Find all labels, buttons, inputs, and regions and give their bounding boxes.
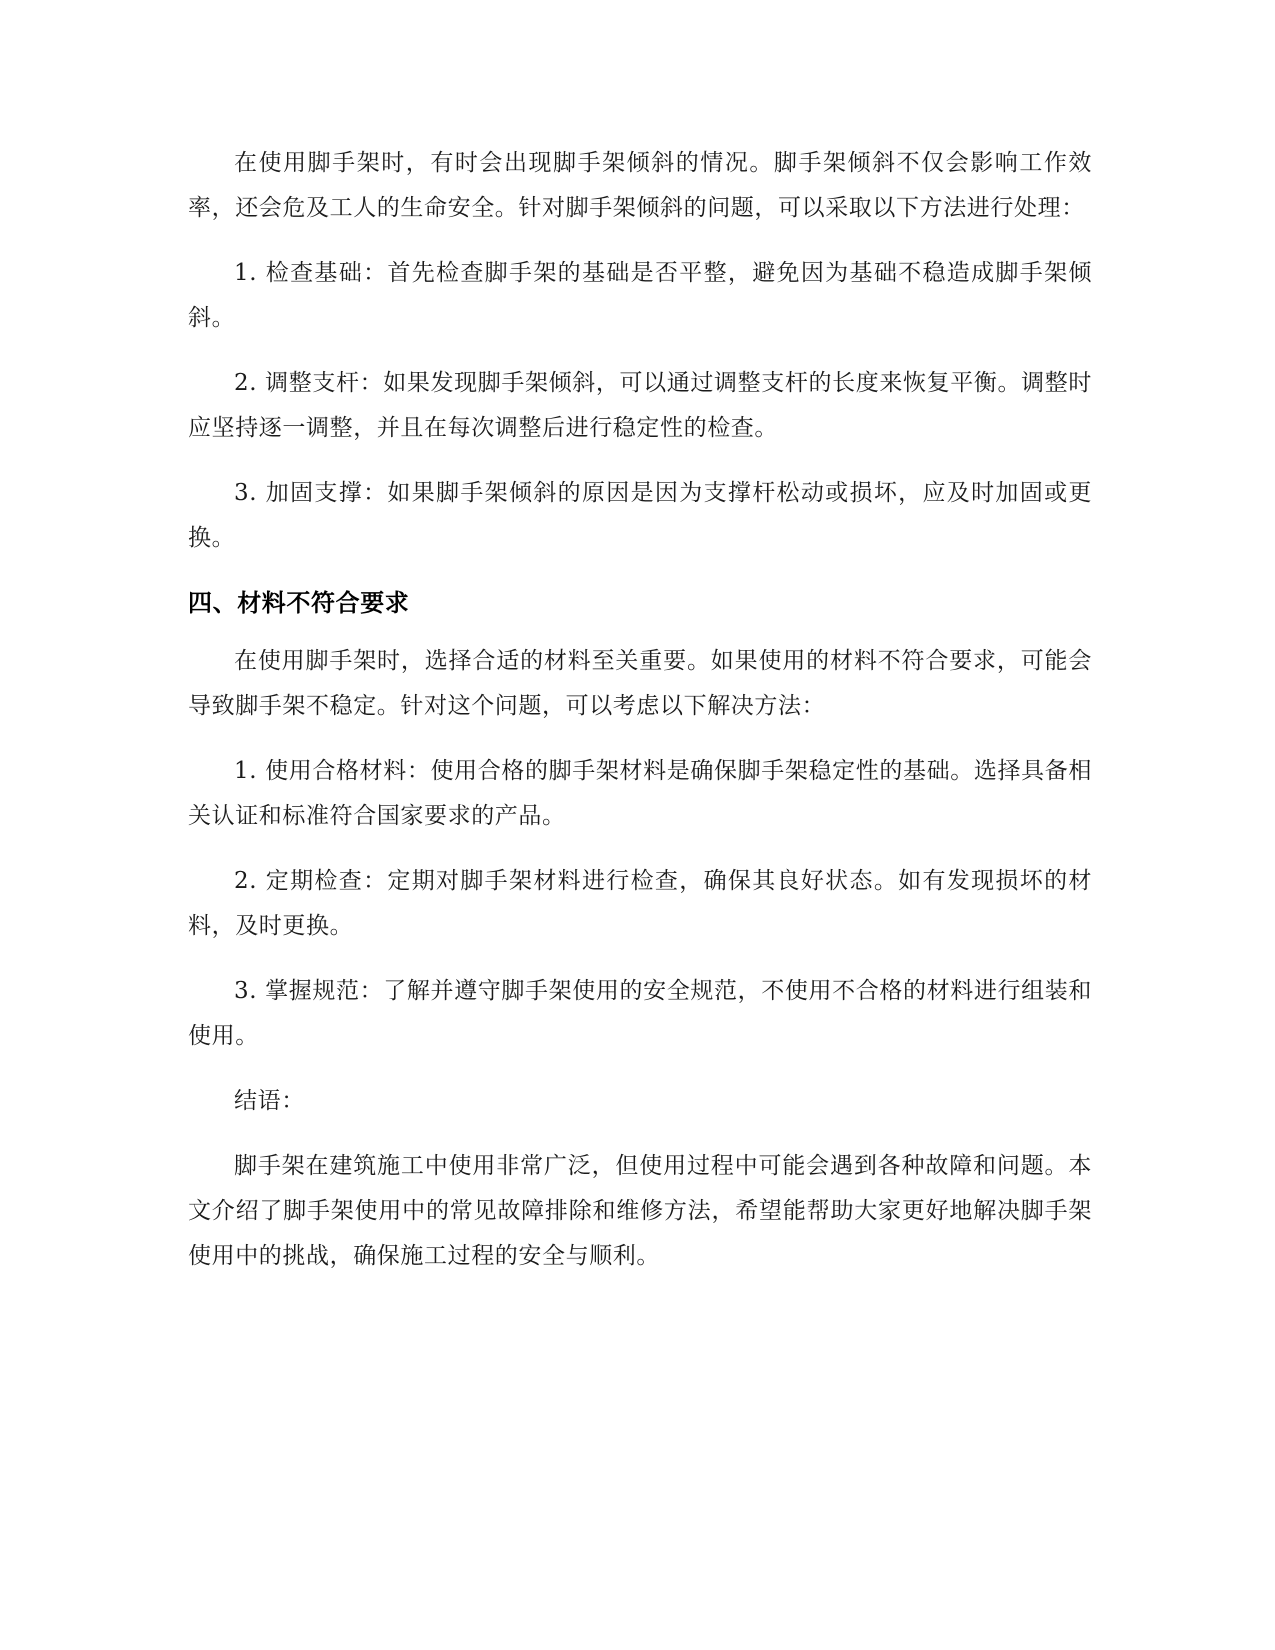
section3-item-2: 2. 调整支杆：如果发现脚手架倾斜，可以通过调整支杆的长度来恢复平衡。调整时应坚持逐一调整，并且在每次调整后进行稳定性的检查。 bbox=[188, 370, 1092, 441]
section4-item-2: 2. 定期检查：定期对脚手架材料进行检查，确保其良好状态。如有发现损坏的材料，及时更换。 bbox=[188, 868, 1092, 939]
section3-item-1: 1. 检查基础：首先检查脚手架的基础是否平整，避免因为基础不稳造成脚手架倾斜。 bbox=[188, 260, 1092, 331]
section4-item-1: 1. 使用合格材料：使用合格的脚手架材料是确保脚手架稳定性的基础。选择具备相关认证和标准符合国家要求的产品。 bbox=[188, 758, 1092, 829]
section3-intro-paragraph: 在使用脚手架时，有时会出现脚手架倾斜的情况。脚手架倾斜不仅会影响工作效率，还会危及工人的生命安全。针对脚手架倾斜的问题，可以采取以下方法进行处理： bbox=[188, 150, 1092, 221]
document-body bbox=[188, 141, 1092, 1299]
conclusion-paragraph: 脚手架在建筑施工中使用非常广泛，但使用过程中可能会遇到各种故障和问题。本文介绍了脚手架使用中的常见故障排除和维修方法，希望能帮助大家更好地解决脚手架使用中的挑战，确保施工过程的安全与顺利。 bbox=[188, 1153, 1092, 1269]
conclusion-label: 结语： bbox=[234, 1088, 305, 1114]
section4-item-3: 3. 掌握规范：了解并遵守脚手架使用的安全规范，不使用不合格的材料进行组装和使用。 bbox=[188, 978, 1092, 1049]
section4-intro-paragraph: 在使用脚手架时，选择合适的材料至关重要。如果使用的材料不符合要求，可能会导致脚手架不稳定。针对这个问题，可以考虑以下解决方法： bbox=[188, 648, 1092, 719]
section4-heading: 四、材料不符合要求 bbox=[188, 589, 410, 617]
section3-item-3: 3. 加固支撑：如果脚手架倾斜的原因是因为支撑杆松动或损坏，应及时加固或更换。 bbox=[188, 480, 1092, 551]
